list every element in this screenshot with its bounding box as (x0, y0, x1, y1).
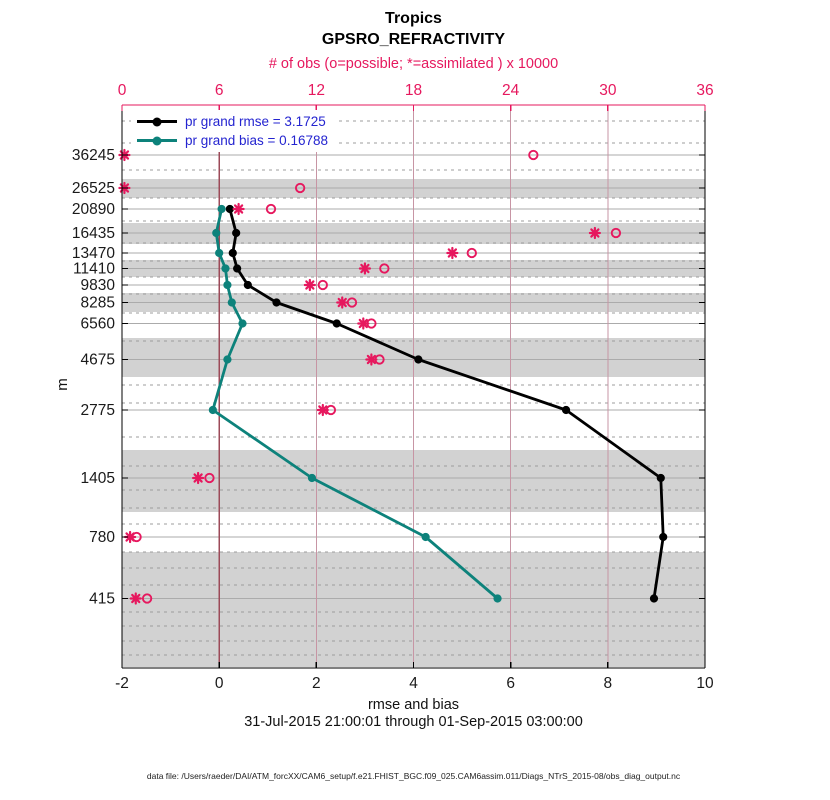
rmse-point (232, 229, 240, 237)
y-axis-tick-label: 415 (89, 590, 115, 608)
top-axis-tick-label: 36 (696, 82, 714, 99)
top-axis-tick-label: 24 (502, 82, 520, 99)
rmse-point (659, 533, 667, 541)
date-range-caption: 31-Jul-2015 21:00:01 through 01-Sep-2015 03:00:00 (244, 714, 583, 730)
y-axis-tick-label: 780 (89, 529, 115, 546)
rmse-point (650, 594, 658, 602)
top-axis-tick-label: 12 (307, 82, 325, 99)
y-axis-tick-label: 9830 (80, 277, 115, 294)
top-axis-tick-label: 6 (214, 82, 224, 99)
bias-point (209, 406, 217, 414)
bias-point (217, 205, 225, 213)
bottom-axis-tick-label: 2 (312, 675, 321, 692)
legend-rmse-label: pr grand rmse = 3.1725 (185, 114, 326, 129)
y-axis-tick-label: 11410 (73, 260, 115, 278)
legend-bias-marker (153, 136, 162, 145)
chart-legend (131, 110, 338, 152)
legend-rmse-marker (153, 117, 162, 126)
legend-bias-label: pr grand bias = 0.16788 (185, 133, 328, 148)
top-axis-tick-label: 0 (117, 82, 127, 99)
bias-point (215, 249, 223, 257)
bottom-axis-tick-label: 10 (696, 675, 714, 692)
y-axis-tick-label: 2775 (80, 402, 115, 419)
legend-rmse-line-sample (137, 120, 177, 123)
bias-point (212, 229, 220, 237)
rmse-point (272, 298, 280, 306)
bottom-axis-tick-label: -2 (115, 675, 129, 692)
y-axis-title: m (53, 378, 71, 391)
variable-title: GPSRO_REFRACTIVITY (321, 31, 506, 48)
y-axis-tick-label: 36245 (71, 147, 115, 164)
rmse-point (562, 406, 570, 414)
bottom-axis-tick-label: 6 (506, 675, 515, 692)
legend-item-rmse (137, 112, 328, 131)
bias-point (221, 264, 229, 272)
bias-point (308, 474, 316, 482)
y-axis-tick-label: 4675 (80, 351, 115, 369)
bias-point (228, 298, 236, 306)
y-axis-tick-label: 16435 (71, 225, 115, 242)
rmse-point (233, 264, 241, 272)
rmse-point (244, 281, 252, 289)
bias-point (238, 319, 246, 327)
bottom-axis-tick-label: 4 (409, 675, 418, 692)
legend-bias-line-sample (137, 139, 177, 142)
top-axis-tick-label: 30 (599, 82, 617, 99)
bottom-axis-tick-label: 0 (214, 675, 224, 692)
top-axis-title: # of obs (o=possible; *=assimilated ) x 10000 (268, 56, 559, 72)
bias-point (223, 355, 231, 363)
y-axis-tick-label: 20890 (71, 201, 115, 218)
y-axis-tick-label: 8285 (80, 294, 115, 312)
rmse-point (657, 474, 665, 482)
rmse-point (414, 355, 422, 363)
rmse-point (229, 249, 237, 257)
bottom-axis-tick-label: 8 (603, 675, 613, 692)
top-axis-tick-label: 18 (404, 82, 423, 99)
y-axis-tick-label: 6560 (80, 315, 115, 333)
x-axis-title: rmse and bias (367, 697, 460, 713)
y-axis-tick-label: 13470 (71, 245, 115, 262)
y-axis-tick-label: 1405 (80, 470, 115, 487)
bias-point (223, 281, 231, 289)
legend-item-bias (137, 131, 328, 150)
bias-point (493, 594, 501, 602)
bias-point (422, 533, 430, 541)
y-axis-tick-label: 26525 (71, 180, 115, 197)
data-file-caption: data file: /Users/raeder/DAI/ATM_forcXX/CAM6_setup/f.e21.FHIST_BGC.f09_025.CAM6assim.011/Diags_NTrS_2015-08/obs_diag_output.nc (146, 771, 681, 781)
region-title: Tropics (385, 10, 442, 27)
rmse-point (333, 319, 341, 327)
